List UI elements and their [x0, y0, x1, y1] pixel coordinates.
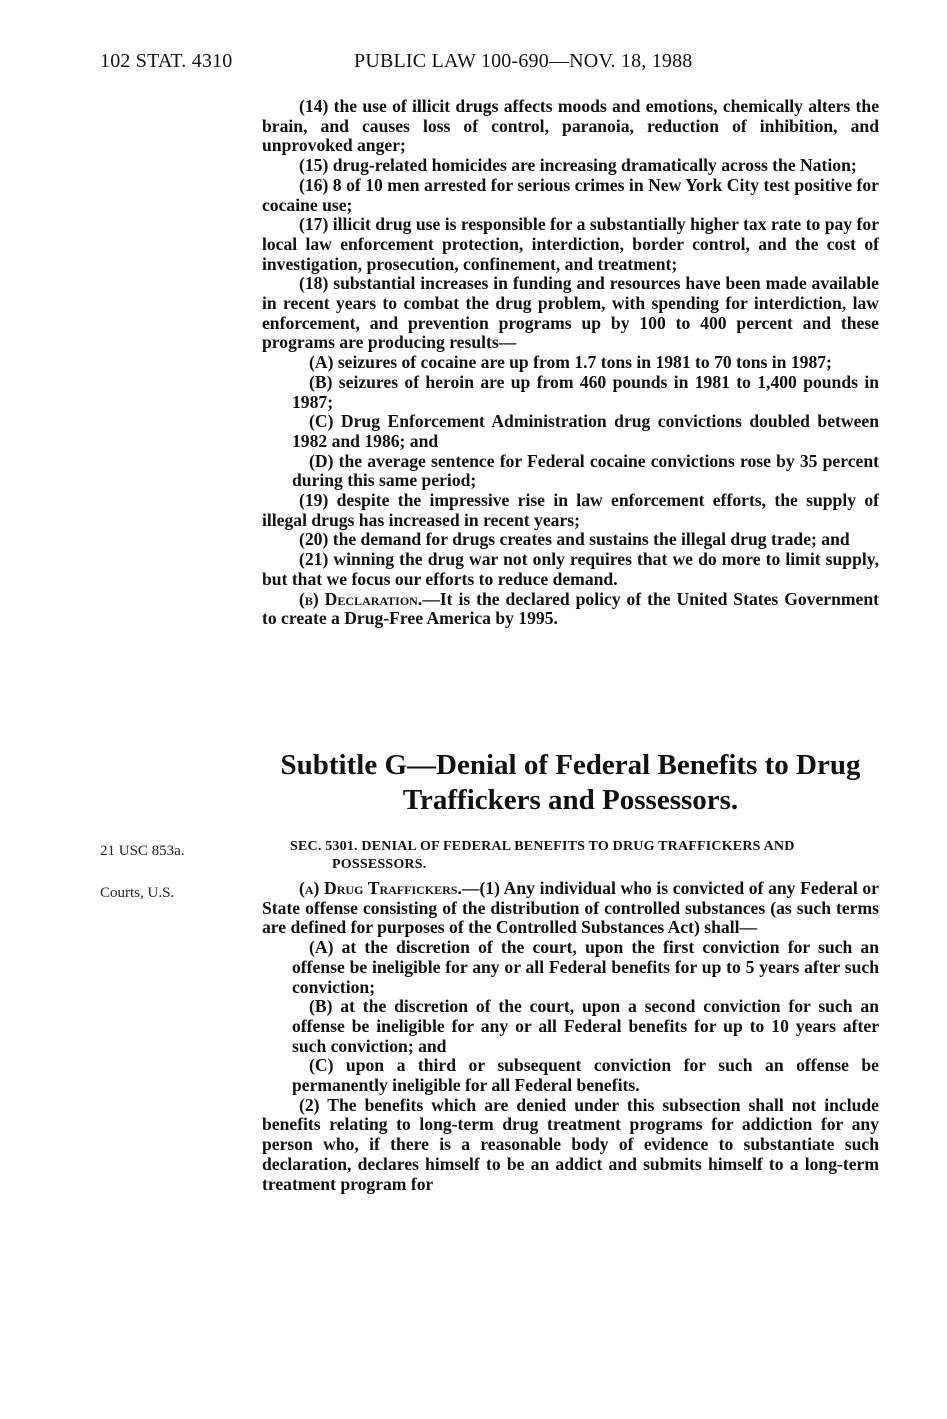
- section-heading: [290, 838, 879, 874]
- result-c: (C) Drug Enforcement Administration drug convictions doubled between 1982 and 1986; and: [292, 411, 879, 451]
- findings-block: [262, 97, 879, 629]
- finding-16: (16) 8 of 10 men arrested for serious crimes in New York City test positive for cocaine use;: [262, 174, 879, 215]
- finding-14: (14) the use of illicit drugs affects moods and emotions, chemically alters the brain, and causes loss of control, paranoia, reduction of inhibition, and unprovoked anger;: [262, 96, 879, 156]
- finding-17: (17) illicit drug use is responsible for a substantially higher tax rate to pay for local law enforcement protection, interdiction, border control, and the cost of investigation, prosecution, confinement, and treatment;: [262, 214, 879, 274]
- finding-21: (21) winning the drug war not only requires that we do more to limit supply, but that we focus our efforts to reduce demand.: [262, 549, 879, 589]
- finding-19: (19) despite the impressive rise in law enforcement efforts, the supply of illegal drugs has increased in recent years;: [262, 490, 879, 530]
- subsection-a-para-2: (2) The benefits which are denied under this subsection shall not include benefits relating to long-term drug treatment programs for addiction for any person who, if there is a reasonable body of evidence to substantiate such declaration, declares himself to be an addict and submits himself to a long-term treatment program for: [262, 1094, 879, 1194]
- finding-20: (20) the demand for drugs creates and sustains the illegal drug trade; and: [299, 529, 850, 550]
- declaration-text: —It is the declared policy of the United States Government to create a Drug-Free America by 1995.: [262, 588, 879, 629]
- section-body: [262, 879, 879, 1194]
- finding-18: (18) substantial increases in funding and resources have been made available in recent years to combat the drug problem, with spending for interdiction, law enforcement, and prevention programs up by 100 to 400 percent and these programs are producing results—: [262, 273, 879, 353]
- subsection-a-item-c: (C) upon a third or subsequent conviction for such an offense be permanently ineligible for all Federal benefits.: [292, 1055, 879, 1096]
- subtitle-heading: Subtitle G—Denial of Federal Benefits to Drug Traffickers and Possessors.: [280, 749, 861, 816]
- subsection-a-label: (a) Drug Traffickers.: [299, 878, 462, 898]
- section-heading-line2: POSSESSORS.: [332, 857, 427, 872]
- margin-note-usc: 21 USC 853a.: [100, 843, 185, 859]
- running-head: PUBLIC LAW 100-690—NOV. 18, 1988: [354, 50, 693, 72]
- result-a: (A) seizures of cocaine are up from 1.7 tons in 1981 to 70 tons in 1987;: [309, 352, 832, 373]
- margin-note-courts: Courts, U.S.: [100, 885, 175, 901]
- finding-15: (15) drug-related homicides are increasing dramatically across the Nation;: [299, 155, 857, 176]
- declaration: [262, 590, 879, 629]
- page-citation: 102 STAT. 4310: [100, 50, 233, 72]
- section-heading-line1: SEC. 5301. DENIAL OF FEDERAL BENEFITS TO DRUG TRAFFICKERS AND: [290, 839, 795, 854]
- subsection-a-item-a: (A) at the discretion of the court, upon the first conviction for such an offense be ineligible for any or all Federal benefits for up to 5 years after such conviction;: [292, 937, 879, 997]
- subsection-a: [262, 879, 879, 938]
- result-b: (B) seizures of heroin are up from 460 pounds in 1981 to 1,400 pounds in 1987;: [292, 371, 879, 412]
- declaration-label: (b) Declaration.: [299, 588, 423, 609]
- subsection-a-text: —(1) Any individual who is convicted of any Federal or State offense consisting of the distribution of controlled substances (as such terms are defined for purposes of the Controlled Substances Act) shall—: [262, 878, 879, 938]
- result-d: (D) the average sentence for Federal cocaine convictions rose by 35 percent during this same period;: [292, 450, 879, 491]
- subsection-a-item-b: (B) at the discretion of the court, upon a second conviction for such an offense be ineligible for any or all Federal benefits for up to 10 years after such conviction; and: [292, 996, 879, 1056]
